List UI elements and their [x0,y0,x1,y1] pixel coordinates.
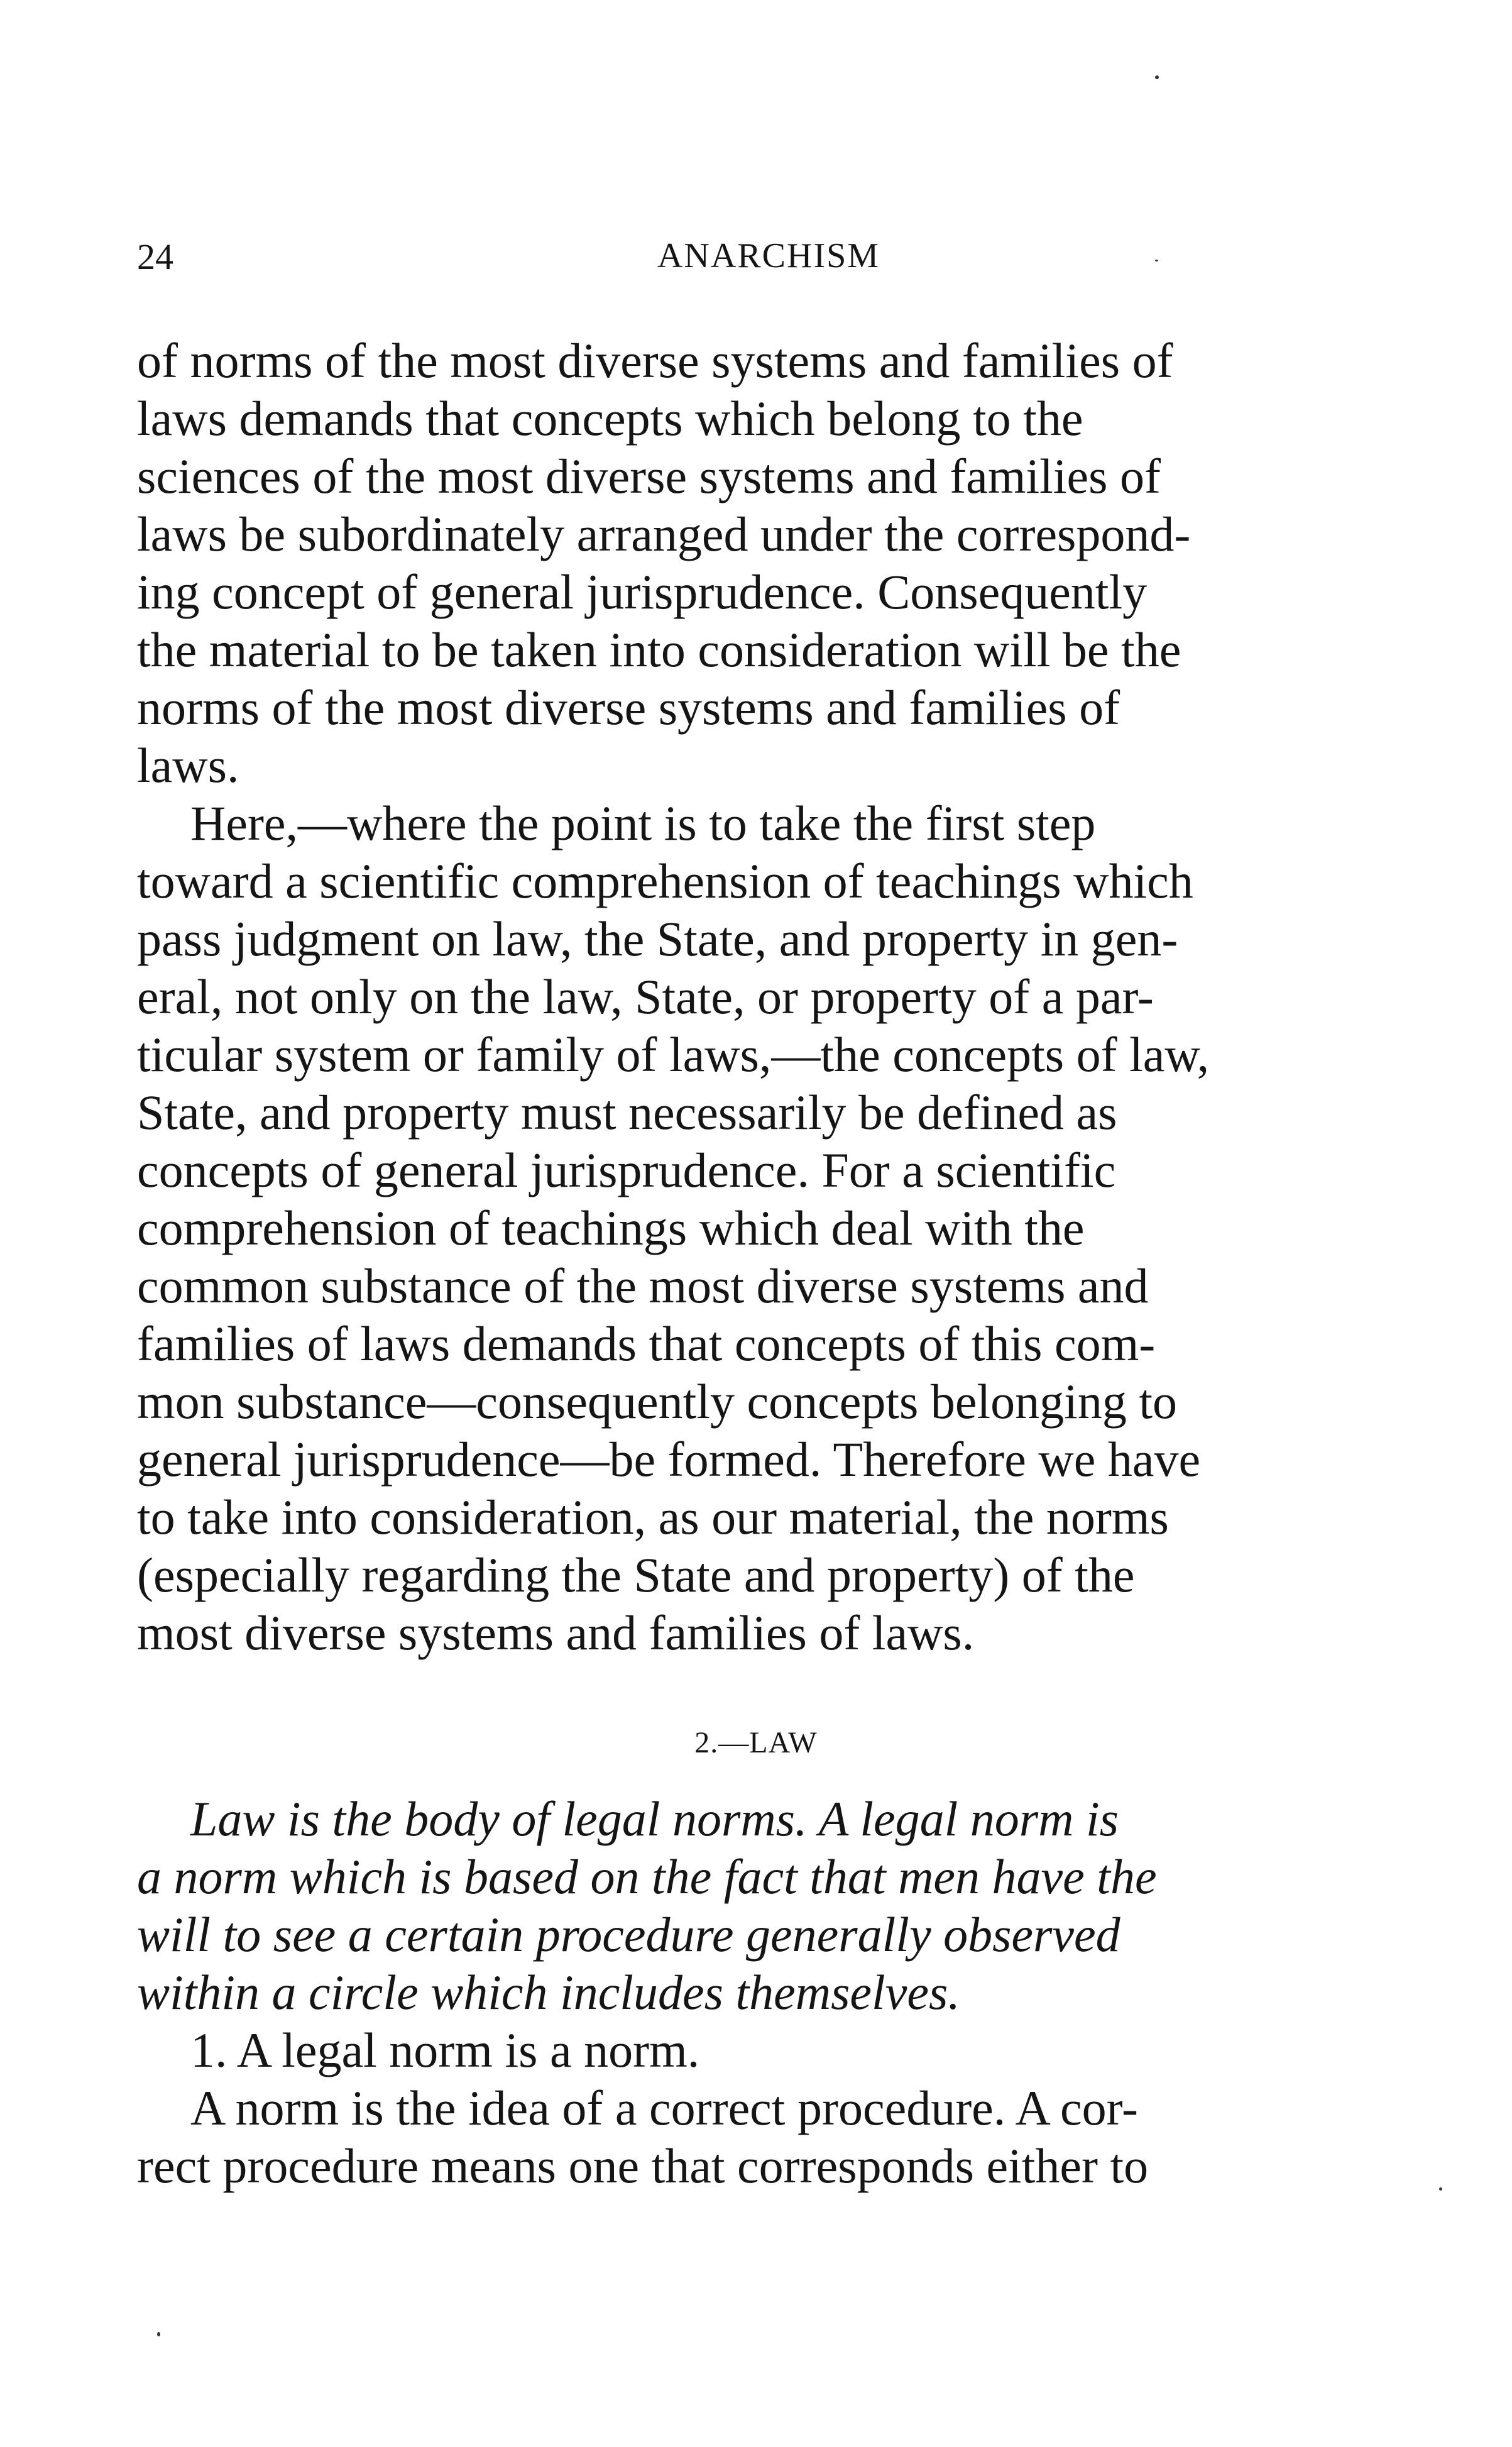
section-heading: 2.—LAW [694,1726,818,1759]
para1-line: the material to be taken into consideration will be the [137,622,1181,677]
scan-speck [1155,260,1158,261]
para2-line: toward a scientific comprehension of teachings which [137,854,1193,908]
definition-line: Law is the body of legal norms. A legal norm is [190,1791,1119,1846]
para2-line: families of laws demands that concepts of this com- [137,1316,1156,1371]
para2-line: to take into consideration, as our material, the norms [137,1490,1169,1544]
numbered-point: 1. A legal norm is a norm. [190,2023,700,2077]
running-title: ANARCHISM [657,236,880,275]
para2-line: Here,—where the point is to take the first step [190,796,1096,850]
para2-line: mon substance—consequently concepts belonging to [137,1374,1177,1429]
para1-line: sciences of the most diverse systems and families of [137,449,1161,503]
para1-line: ing concept of general jurisprudence. Consequently [137,564,1148,619]
para2-line: pass judgment on law, the State, and property in gen- [137,911,1178,966]
para2-line: ticular system or family of laws,—the concepts of law, [137,1027,1210,1082]
para1-line: laws be subordinately arranged under the correspond- [137,507,1191,561]
scan-speck [1439,2187,1442,2191]
para3-line: rect procedure means one that corresponds either to [137,2138,1149,2193]
definition-line: will to see a certain procedure generally observed [137,1907,1120,1962]
para3-line: A norm is the idea of a correct procedure. A cor- [190,2081,1139,2135]
para2-line: State, and property must necessarily be defined as [137,1085,1117,1140]
para2-line: (especially regarding the State and property) of the [137,1548,1135,1602]
para2-line: comprehension of teachings which deal with the [137,1201,1085,1255]
page-number: 24 [137,236,173,277]
scan-speck [157,2332,160,2336]
para1-line: of norms of the most diverse systems and families of [137,333,1173,388]
scan-speck [1155,75,1159,79]
para2-line: concepts of general jurisprudence. For a scientific [137,1143,1116,1197]
definition-line: within a circle which includes themselves. [137,1965,960,2020]
page-header [137,236,1400,280]
para1-line: laws demands that concepts which belong to the [137,391,1083,446]
para2-line: most diverse systems and families of laws. [137,1605,975,1660]
para1-line: norms of the most diverse systems and families of [137,680,1120,735]
para1-line: laws. [137,738,239,793]
definition-line: a norm which is based on the fact that men have the [137,1849,1157,1904]
para2-line: general jurisprudence—be formed. Therefore we have [137,1432,1201,1487]
para2-line: eral, not only on the law, State, or property of a par- [137,969,1154,1024]
para2-line: common substance of the most diverse systems and [137,1258,1149,1313]
